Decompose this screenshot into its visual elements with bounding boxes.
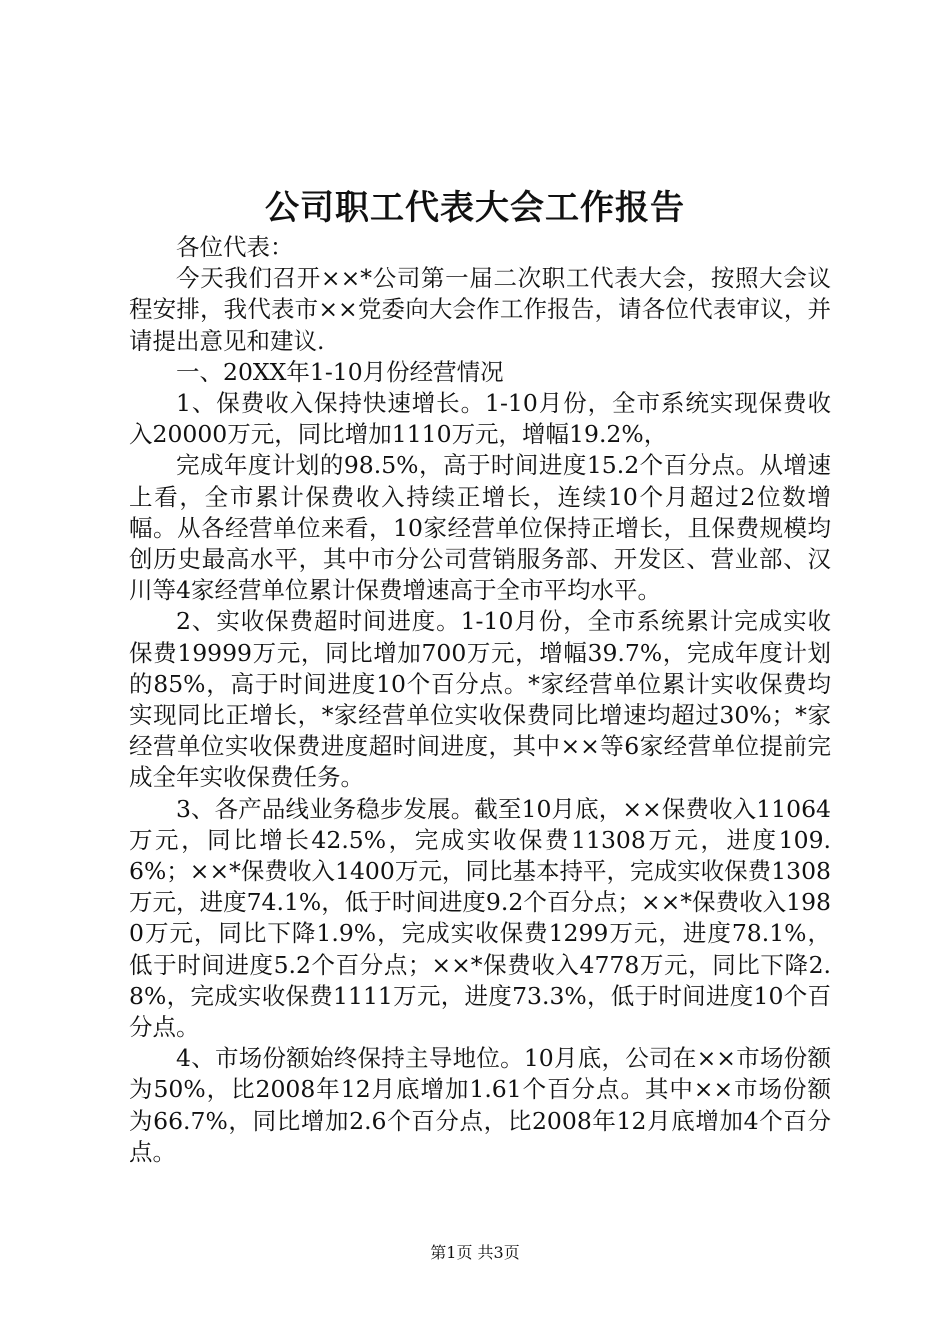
paragraph-collected-premium: 2、实收保费超时间进度。1-10月份，全市系统累计完成实收保费19999万元，同比增加700万元，增幅39.7%，完成年度计划的85%，高于时间进度10个百分点。*家经营单位累计实收保费均实现同比正增长，*家经营单位实收保费同比增速均超过30%；*家经营单位实收保费进度超时间进度，其中××等6家经营单位提前完成全年实收保费任务。	[129, 607, 831, 792]
salutation: 各位代表：	[176, 233, 294, 261]
section-heading: 一、20XX年1-10月份经营情况	[176, 357, 504, 386]
paragraph-product-lines: 3、各产品线业务稳步发展。截至10月底，××保费收入11064万元，同比增长42.5%，完成实收保费11308万元，进度109.6%；××*保费收入1400万元，同比基本持平，完成实收保费1308万元，进度74.1%，低于时间进度9.2个百分点；××*保费收入1980万元，同比下降1.9%，完成实收保费1299万元，进度78.1%，低于时间进度5.2个百分点；××*保费收入4778万元，同比下降2.8%，完成实收保费1111万元，进度73.3%，低于时间进度10个百分点。	[129, 794, 831, 1042]
document-title: 公司职工代表大会工作报告	[265, 188, 685, 228]
document-body	[129, 232, 831, 1168]
paragraph-premium-income: 1、保费收入保持快速增长。1-10月份，全市系统实现保费收入20000万元，同比增加1110万元，增幅19.2%，	[129, 389, 831, 449]
intro-paragraph: 今天我们召开××*公司第一届二次职工代表大会，按照大会议程安排，我代表市××党委向大会作工作报告，请各位代表审议，并请提出意见和建议.	[129, 264, 831, 355]
page-footer: 第1页 共3页	[430, 1243, 520, 1262]
paragraph-market-share: 4、市场份额始终保持主导地位。10月底，公司在××市场份额为50%，比2008年12月底增加1.61个百分点。其中××市场份额为66.7%，同比增加2.6个百分点，比2008年12月底增加4个百分点。	[129, 1044, 831, 1166]
paragraph-annual-plan: 完成年度计划的98.5%，高于时间进度15.2个百分点。从增速上看，全市累计保费收入持续正增长，连续10个月超过2位数增幅。从各经营单位来看，10家经营单位保持正增长，且保费规模均创历史最高水平，其中市分公司营销服务部、开发区、营业部、汉川等4家经营单位累计保费增速高于全市平均水平。	[129, 451, 831, 605]
